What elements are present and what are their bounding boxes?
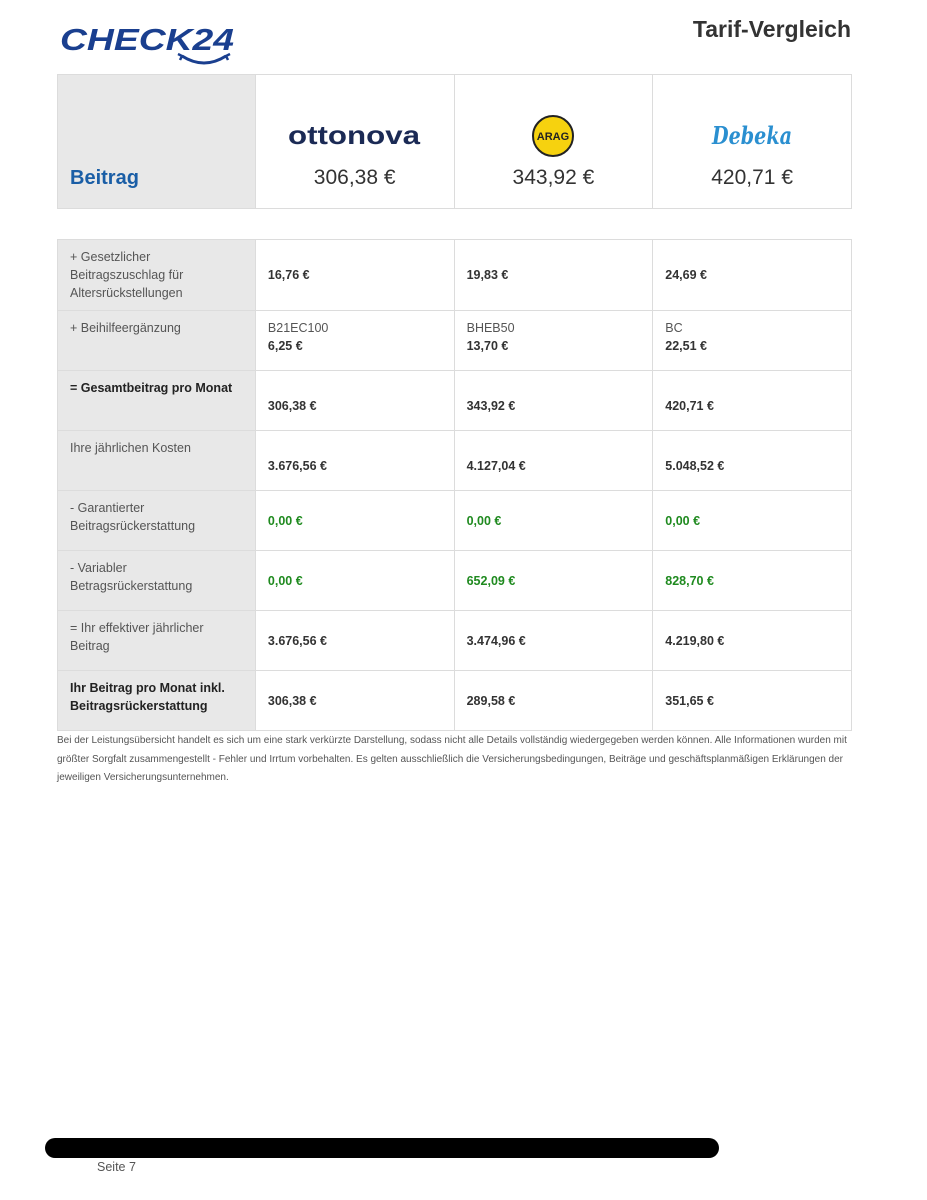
arag-logo: [531, 114, 575, 158]
cost-breakdown-table: [57, 239, 852, 731]
tariff-code: BC: [665, 321, 683, 335]
value-cell: 0,00 €: [255, 551, 454, 611]
value-cell: 4.127,04 €: [454, 431, 653, 491]
value-cell: 828,70 €: [653, 551, 852, 611]
row-label: = Gesamtbeitrag pro Monat: [58, 371, 256, 431]
table-row: [58, 551, 852, 611]
tariff-code: B21EC100: [267, 321, 329, 335]
value-cell: 306,38 €: [255, 671, 454, 731]
check24-swoosh-icon: [182, 56, 226, 63]
ottonova-logo: [288, 121, 422, 151]
value-cell: [454, 311, 653, 371]
row-label: + Gesetzlicher Beitragszuschlag für Altersrückstellungen: [58, 240, 256, 311]
insurer-column-debeka: [653, 75, 852, 209]
value-cell: 351,65 €: [653, 671, 852, 731]
beitrag-label-cell: [58, 75, 256, 209]
debeka-logo-text: Debeka: [711, 121, 793, 150]
check24-logo: [58, 18, 238, 68]
value-cell: 420,71 €: [653, 371, 852, 431]
value-cell: 4.219,80 €: [653, 611, 852, 671]
value-cell: 0,00 €: [255, 491, 454, 551]
value-cell: 24,69 €: [653, 240, 852, 311]
value-cell: 0,00 €: [454, 491, 653, 551]
value-cell: 3.676,56 €: [255, 431, 454, 491]
value-cell: 19,83 €: [454, 240, 653, 311]
value-cell: 652,09 €: [454, 551, 653, 611]
table-row: [58, 240, 852, 311]
value-amount: 13,70 €: [466, 339, 509, 353]
insurer-column-ottonova: [255, 75, 454, 209]
arag-price: 343,92 €: [512, 166, 595, 189]
table-row: [58, 491, 852, 551]
summary-table: [57, 74, 852, 209]
debeka-price: 420,71 €: [711, 166, 793, 189]
ottonova-price: 306,38 €: [313, 166, 396, 189]
page-title: Tarif-Vergleich: [692, 16, 851, 42]
value-cell: 3.474,96 €: [454, 611, 653, 671]
row-label: + Beihilfeergänzung: [58, 311, 256, 371]
row-label: = Ihr effektiver jährlicher Beitrag: [58, 611, 256, 671]
value-cell: 0,00 €: [653, 491, 852, 551]
value-amount: 6,25 €: [267, 339, 303, 353]
table-row: [58, 431, 852, 491]
table-row: [58, 371, 852, 431]
value-cell: [653, 311, 852, 371]
tariff-code: BHEB50: [466, 321, 515, 335]
row-label: Ihr Beitrag pro Monat inkl. Beitragsrückerstattung: [58, 671, 256, 731]
value-cell: 343,92 €: [454, 371, 653, 431]
table-row: [58, 311, 852, 371]
ottonova-logo-text: ottonova: [287, 120, 421, 150]
table-row: [58, 611, 852, 671]
beitrag-label: Beitrag: [70, 167, 139, 189]
value-cell: [255, 311, 454, 371]
disclaimer-text: Bei der Leistungsübersicht handelt es sich um eine stark verkürzte Darstellung, sodass nicht alle Details vollständig wiedergegeben werden können. Alle Informationen wurden mit größter Sorgfalt zusammengestellt - Fehler und Irrtum vorbehalten. Es gelten ausschließlich die Versicherungsbedingungen, Beiträge und geschäftsplanmäßigen Erklärungen der jeweiligen Versicherungsunternehmen.: [57, 735, 847, 783]
check24-logo-text: CHECK24: [60, 22, 234, 57]
value-cell: 16,76 €: [255, 240, 454, 311]
arag-logo-text: ARAG: [537, 131, 570, 143]
value-cell: 289,58 €: [454, 671, 653, 731]
page-number: Seite 7: [97, 1160, 136, 1174]
debeka-logo: [710, 121, 794, 151]
value-amount: 22,51 €: [665, 339, 707, 353]
table-row: [58, 671, 852, 731]
value-cell: 5.048,52 €: [653, 431, 852, 491]
row-label: Ihre jährlichen Kosten: [58, 431, 256, 491]
value-cell: 306,38 €: [255, 371, 454, 431]
insurer-column-arag: [454, 75, 653, 209]
redaction-bar: [45, 1138, 719, 1158]
value-cell: 3.676,56 €: [255, 611, 454, 671]
row-label: - Garantierter Beitragsrückerstattung: [58, 491, 256, 551]
row-label: - Variabler Betragsrückerstattung: [58, 551, 256, 611]
